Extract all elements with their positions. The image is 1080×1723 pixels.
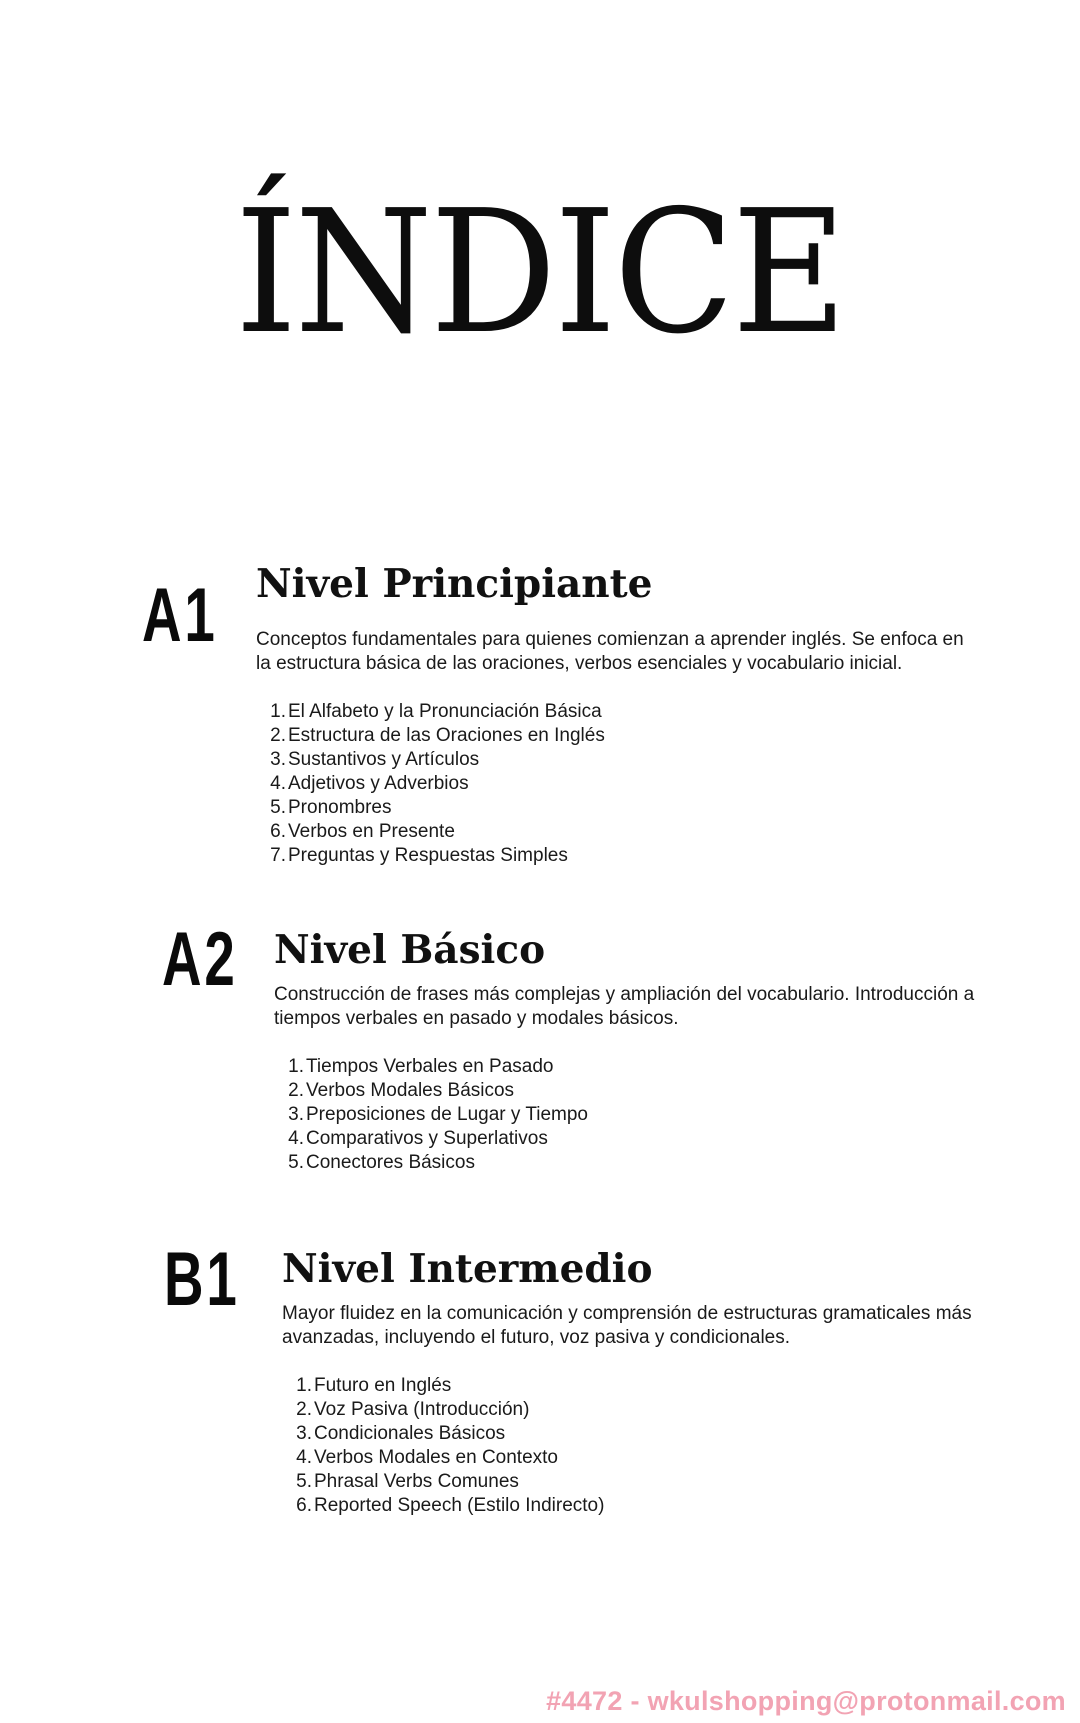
- level-code-a1: A1: [142, 573, 218, 658]
- list-item: 2. Estructura de las Oraciones en Inglés: [270, 725, 605, 746]
- list-item: 4. Adjetivos y Adverbios: [270, 773, 469, 794]
- topic-list-a1: [268, 700, 605, 868]
- list-item: 5. Phrasal Verbs Comunes: [296, 1471, 519, 1492]
- list-item: 6. Verbos en Presente: [270, 821, 455, 842]
- topic-list-a2: [286, 1055, 588, 1175]
- list-item: 5. Pronombres: [270, 797, 392, 818]
- list-item: 1. Futuro en Inglés: [296, 1375, 452, 1396]
- level-description-a2: Construcción de frases más complejas y ampliación del vocabulario. Introducción a tiempos verbales en pasado y modales básicos.: [274, 984, 975, 1029]
- list-item: 2. Voz Pasiva (Introducción): [296, 1399, 530, 1420]
- list-item: 4. Comparativos y Superlativos: [288, 1128, 548, 1149]
- level-code-a2: A2: [162, 917, 238, 1002]
- list-item: 3. Sustantivos y Artículos: [270, 749, 480, 770]
- list-item: 3. Preposiciones de Lugar y Tiempo: [288, 1104, 588, 1125]
- level-title-b1: Nivel Intermedio: [282, 1246, 653, 1292]
- list-item: 5. Conectores Básicos: [288, 1152, 475, 1173]
- level-code-b1: B1: [164, 1237, 240, 1322]
- page-title: ÍNDICE: [234, 174, 845, 372]
- list-item: 6. Reported Speech (Estilo Indirecto): [296, 1495, 605, 1516]
- level-title-a2: Nivel Básico: [274, 927, 546, 973]
- list-item: 3. Condicionales Básicos: [296, 1423, 506, 1444]
- list-item: 1. Tiempos Verbales en Pasado: [288, 1056, 554, 1077]
- list-item: 7. Preguntas y Respuestas Simples: [270, 845, 568, 866]
- list-item: 2. Verbos Modales Básicos: [288, 1080, 515, 1101]
- list-item: 4. Verbos Modales en Contexto: [296, 1447, 558, 1468]
- list-item: 1. El Alfabeto y la Pronunciación Básica: [270, 701, 602, 722]
- level-title-a1: Nivel Principiante: [256, 561, 653, 607]
- topic-list-b1: [294, 1374, 604, 1518]
- level-description-a1: Conceptos fundamentales para quienes comienzan a aprender inglés. Se enfoca en la estructura básica de las oraciones, verbos esenciales y vocabulario inicial.: [256, 629, 964, 674]
- level-description-b1: Mayor fluidez en la comunicación y comprensión de estructuras gramaticales más avanzadas, incluyendo el futuro, voz pasiva y condicionales.: [282, 1303, 972, 1348]
- watermark: #4472 - wkulshopping@protonmail.com: [546, 1686, 1066, 1716]
